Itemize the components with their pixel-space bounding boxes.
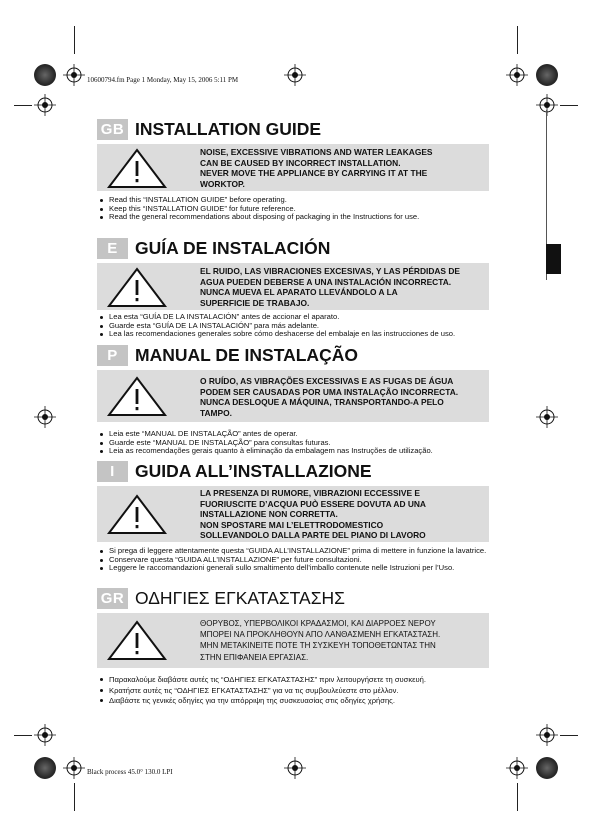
print-dot-mark — [34, 64, 56, 86]
registration-mark-icon — [34, 94, 56, 116]
crop-line — [517, 783, 518, 811]
crop-line — [14, 105, 32, 106]
language-code-badge: I — [97, 461, 128, 482]
instruction-list — [97, 196, 497, 222]
list-item: Read this “INSTALLATION GUIDE” before operating. — [97, 196, 497, 205]
registration-mark-icon — [284, 757, 306, 779]
registration-mark-icon — [34, 724, 56, 746]
list-item: Διαβάστε τις γενικές οδηγίες για την απόρριψη της συσκευασίας στις οδηγίες χρήσης. — [97, 696, 497, 707]
instruction-list — [97, 547, 497, 573]
list-item: Si prega di leggere attentamente questa “GUIDA ALL’INSTALLAZIONE” prima di mettere in funzione la lavatrice. — [97, 547, 497, 556]
section-i — [97, 461, 489, 573]
list-item: Conservare questa “GUIDA ALL’INSTALLAZIONE” per future consultazioni. — [97, 556, 497, 565]
warning-box — [97, 263, 489, 310]
warning-triangle-icon — [106, 619, 168, 661]
warning-text: O RUÍDO, AS VIBRAÇÕES EXCESSIVAS E AS FUGAS DE ÁGUA PODEM SER CAUSADAS POR UMA INSTALAÇÃO INCORRECTA. NUNCA DESLOQUE A MÁQUINA, TRANSPORTANDO-A PELO TAMPO. — [200, 376, 459, 418]
section-p — [97, 345, 489, 456]
warning-box — [97, 144, 489, 191]
list-item: Κρατήστε αυτές τις “ΟΔΗΓΙΕΣ ΕΓΚΑΤΑΣΤΑΣΗΣ” για να τις συμβουλεύεστε στο μέλλον. — [97, 686, 497, 697]
warning-triangle-icon — [106, 375, 168, 417]
section-title: GUÍA DE INSTALACIÓN — [135, 238, 331, 258]
section-title: ΟΔΗΓΙΕΣ ΕΓΚΑΤΑΣΤΑΣΗΣ — [135, 588, 345, 608]
registration-mark-icon — [284, 64, 306, 86]
list-item: Guarde esta “GUÍA DE LA INSTALACIÓN” para más adelante. — [97, 322, 497, 331]
warning-text: NOISE, EXCESSIVE VIBRATIONS AND WATER LEAKAGES CAN BE CAUSED BY INCORRECT INSTALLATION. NEVER MOVE THE APPLIANCE BY CARRYING IT AT THE WORKTOP. — [200, 147, 433, 189]
warning-triangle-icon — [106, 266, 168, 308]
crop-line — [560, 105, 578, 106]
registration-mark-icon — [506, 757, 528, 779]
registration-mark-icon — [34, 406, 56, 428]
list-item: Leia este “MANUAL DE INSTALAÇÃO” antes de operar. — [97, 430, 497, 439]
instruction-list — [97, 430, 497, 456]
list-item: Lea esta “GUÍA DE LA INSTALACIÓN” antes de accionar el aparato. — [97, 313, 497, 322]
instruction-list — [97, 675, 497, 707]
warning-box — [97, 613, 489, 668]
print-dot-mark — [536, 757, 558, 779]
list-item: Lea las recomendaciones generales sobre cómo deshacerse del embalaje en las instrucciones de uso. — [97, 330, 497, 339]
language-code-badge: GB — [97, 119, 128, 140]
registration-mark-icon — [536, 94, 558, 116]
list-item: Read the general recommendations about disposing of packaging in the Instructions for use. — [97, 213, 497, 222]
language-code-badge: E — [97, 238, 128, 259]
list-item: Παρακαλούμε διαβάστε αυτές τις “ΟΔΗΓΙΕΣ ΕΓΚΑΤΑΣΤΑΣΗΣ” πριν λειτουργήσετε τη συσκευή. — [97, 675, 497, 686]
print-footer-info: Black process 45.0° 130.0 LPI — [87, 768, 173, 776]
list-item: Guarde este “MANUAL DE INSTALAÇÃO” para consultas futuras. — [97, 439, 497, 448]
section-e — [97, 238, 489, 339]
instruction-list — [97, 313, 497, 339]
warning-triangle-icon — [106, 493, 168, 535]
print-dot-mark — [536, 64, 558, 86]
warning-box — [97, 370, 489, 422]
registration-mark-icon — [63, 64, 85, 86]
crop-line — [14, 735, 32, 736]
section-title: INSTALLATION GUIDE — [135, 119, 322, 139]
section-gr — [97, 588, 489, 705]
crop-line — [517, 26, 518, 54]
section-gb — [97, 119, 489, 222]
registration-mark-icon — [536, 406, 558, 428]
crop-line — [74, 26, 75, 54]
registration-mark-icon — [536, 724, 558, 746]
crop-line — [74, 783, 75, 811]
language-side-tab — [546, 244, 561, 274]
warning-triangle-icon — [106, 147, 168, 189]
list-item: Keep this “INSTALLATION GUIDE” for future reference. — [97, 205, 497, 214]
language-code-badge: GR — [97, 588, 128, 609]
crop-line — [560, 735, 578, 736]
section-title: MANUAL DE INSTALAÇÃO — [135, 345, 358, 365]
list-item: Leggere le raccomandazioni generali sullo smaltimento dell’imballo contenute nelle Istruzioni per l’Uso. — [97, 564, 497, 573]
warning-text: ΘΟΡΥΒΟΣ, ΥΠΕΡΒΟΛΙΚΟΙ ΚΡΑΔΑΣΜΟΙ, ΚΑΙ ΔΙΑΡΡΟΕΣ ΝΕΡΟΥ ΜΠΟΡΕΙ ΝΑ ΠΡΟΚΛΗΘΟΥΝ ΑΠΟ ΛΑΝΘΑΣΜΕΝΗ ΕΓΚΑΤΑΣΤΑΣΗ. ΜΗΝ ΜΕΤΑΚΙΝΕΙΤΕ ΠΟΤΕ ΤΗ ΣΥΣΚΕΥΗ ΤΟΠΟΘΕΤΩΝΤΑΣ ΤΗΝ ΣΤΗΝ ΕΠΙΦΑΝΕΙΑ ΕΡΓΑΣΙΑΣ. — [200, 619, 441, 662]
registration-mark-icon — [63, 757, 85, 779]
warning-text: LA PRESENZA DI RUMORE, VIBRAZIONI ECCESSIVE E FUORIUSCITE D’ACQUA PUÒ ESSERE DOVUTA AD UNA INSTALLAZIONE NON CORRETTA. NON SPOSTARE MAI L’ELETTRODOMESTICO SOLLEVANDOLO DALLA PARTE DEL PIANO DI LAVORO — [200, 488, 426, 541]
warning-box — [97, 486, 489, 542]
list-item: Leia as recomendações gerais quanto à eliminação da embalagem nas Instruções de utilização. — [97, 447, 497, 456]
registration-mark-icon — [506, 64, 528, 86]
print-dot-mark — [34, 757, 56, 779]
print-header-info: 10600794.fm Page 1 Monday, May 15, 2006 5:11 PM — [87, 76, 239, 84]
warning-text: EL RUIDO, LAS VIBRACIONES EXCESIVAS, Y LAS PÉRDIDAS DE AGUA PUEDEN DEBERSE A UNA INSTALACIÓN INCORRECTA. NUNCA MUEVA EL APARATO LLEVÁNDOLO A LA SUPERFICIE DE TRABAJO. — [200, 266, 460, 308]
section-title: GUIDA ALL’INSTALLAZIONE — [135, 461, 372, 481]
language-code-badge: P — [97, 345, 128, 366]
